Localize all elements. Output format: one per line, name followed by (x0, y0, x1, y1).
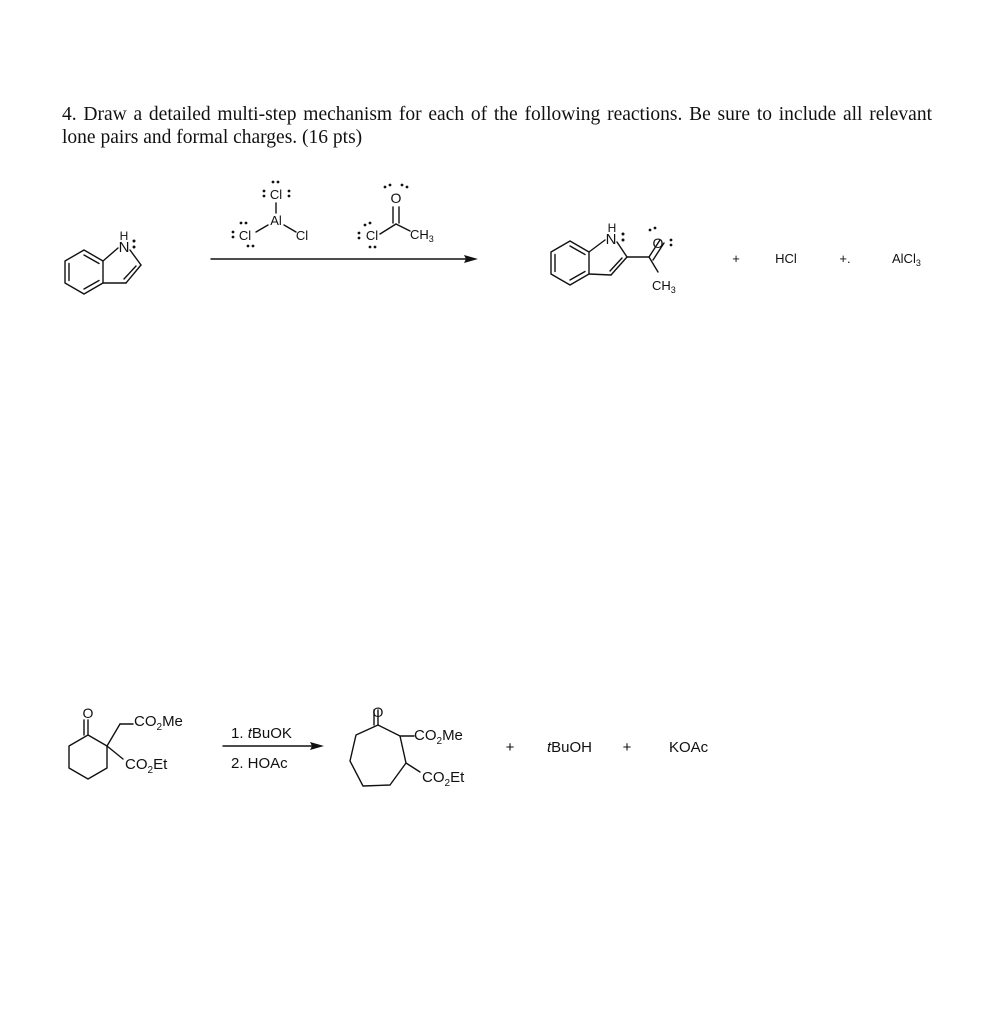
reaction2-arrow (223, 742, 324, 750)
byproduct-hcl: HCl (775, 251, 797, 266)
reaction1-arrow (211, 255, 478, 263)
alcl3-al: Al (270, 213, 282, 228)
product-acetylindole (551, 221, 676, 295)
reaction2-plus-1: + (505, 739, 515, 756)
byproduct-alcl3: AlCl$_3$ (892, 251, 921, 268)
reaction1-plus-1: + (732, 251, 740, 266)
question-text: 4. Draw a detailed multi-step mechanism for each of the following reactions. Be sure to include all relevant lone pairs and formal charges. (16 pts) (62, 104, 932, 148)
reactant-indole (65, 229, 141, 294)
acetyl-chlorine: Cl (365, 228, 379, 243)
product-cycloheptanone-diester (350, 704, 465, 789)
byproduct-tbuoh: tBuOH (547, 739, 593, 756)
alcl3-cl-right: Cl (295, 228, 309, 243)
condition-step-1: 1. tBuOK (231, 725, 292, 742)
reaction1-plus-2: +. (839, 251, 851, 266)
acetyl-oxygen: O (390, 190, 402, 206)
alcl3-cl-top: Cl (269, 187, 283, 202)
product-nh-h: H (607, 221, 617, 235)
indole-nitrogen: N (118, 239, 130, 256)
product-ketone-oxygen: O (372, 704, 384, 720)
reactant-co2et: $CO_2Et$ (125, 756, 168, 776)
product-methyl: $CH_3$ (652, 278, 676, 295)
acetyl-methyl: $CH_3$ (410, 227, 434, 244)
condition-step-2: 2. HOAc (231, 755, 288, 772)
reactant-cyclohexanone-diester (69, 705, 183, 779)
product-co2et: $CO_2Et$ (422, 769, 465, 789)
reagent-acetyl-chloride (358, 184, 434, 249)
product-carbonyl-oxygen: O (652, 235, 664, 251)
indole-nh-h: H (119, 229, 129, 243)
reagent-aluminum-chloride (232, 181, 309, 248)
reaction2-plus-2: + (622, 739, 632, 756)
product-nitrogen: N (605, 231, 617, 248)
product-co2me: $CO_2Me$ (414, 727, 463, 747)
alcl3-cl-left: Cl (238, 228, 252, 243)
reactant-co2me: $CO_2Me$ (134, 713, 183, 733)
byproduct-koac: KOAc (669, 739, 709, 756)
reactant-ketone-oxygen: O (82, 705, 94, 721)
